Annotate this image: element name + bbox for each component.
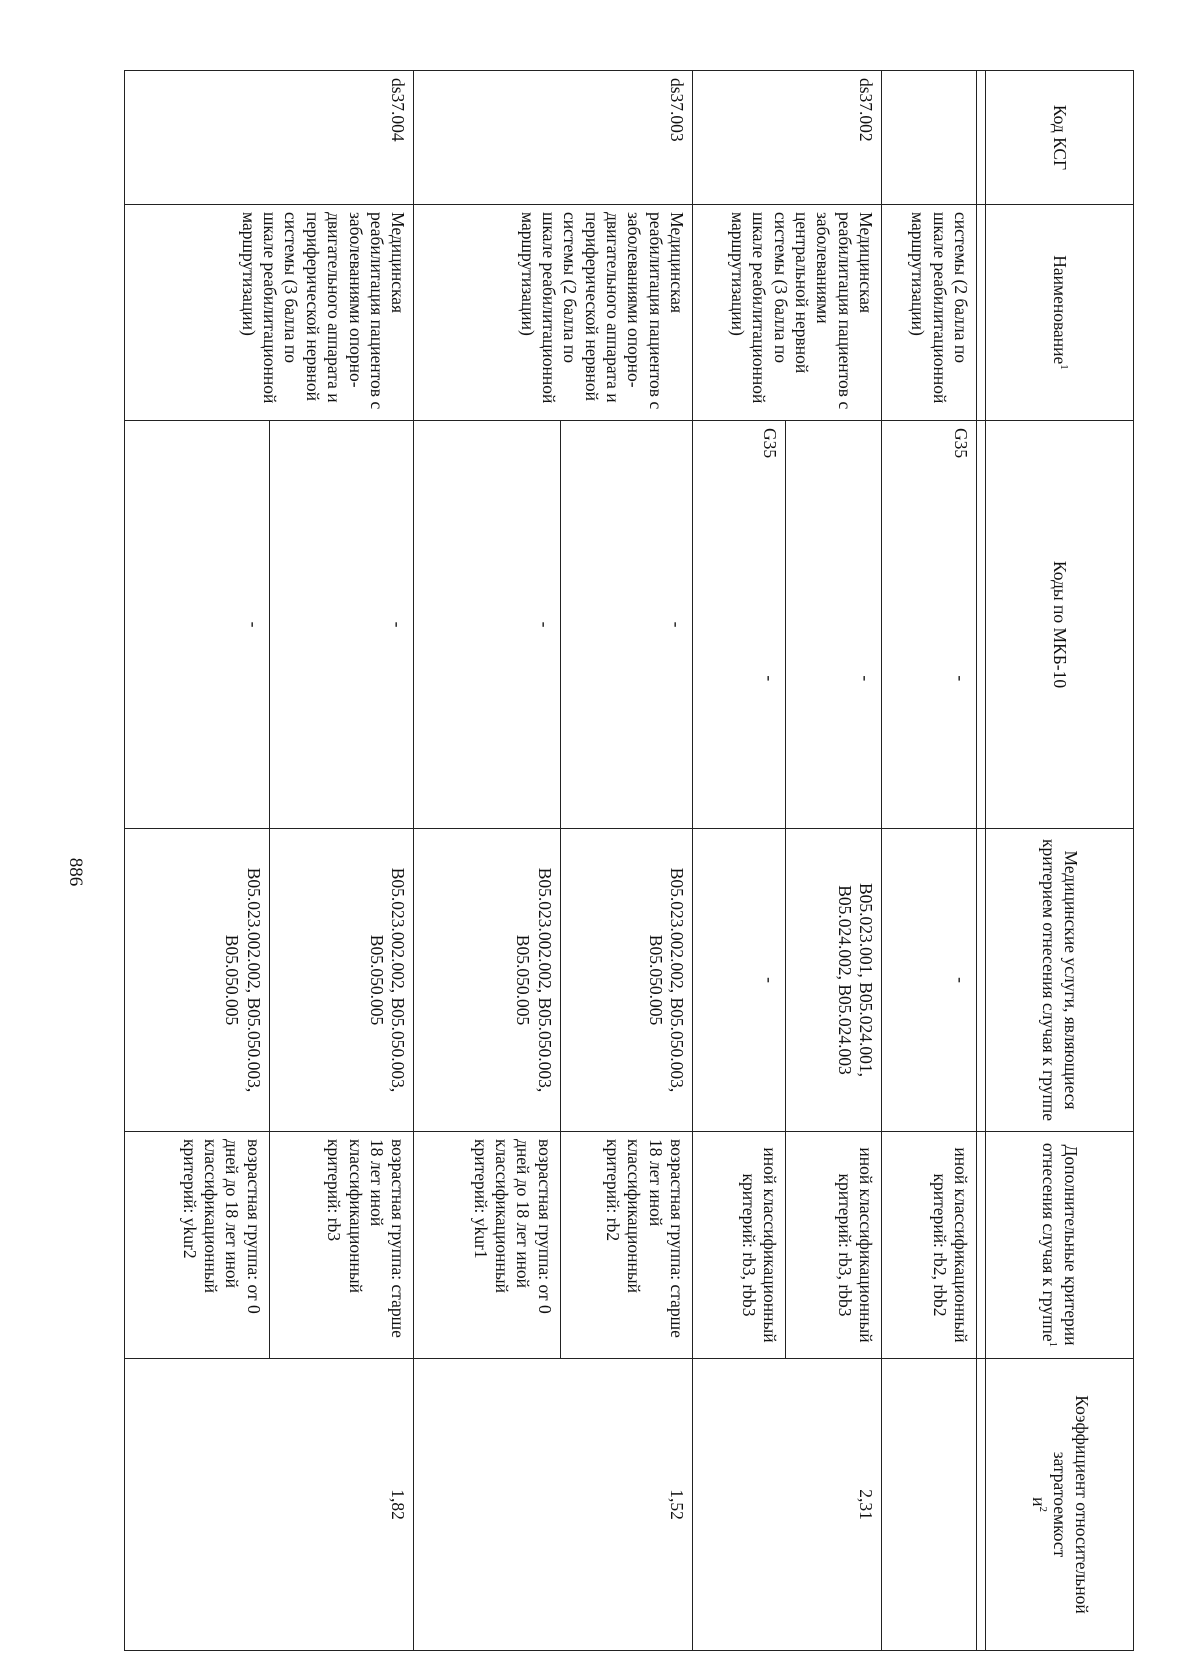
- cell-criteria: возрастная группа: старше 18 лет иной классификационный критерий: rb2: [560, 1132, 692, 1359]
- cell-criteria: возрастная группа: старше 18 лет иной классификационный критерий: rb3: [269, 1132, 414, 1359]
- table-row: [269, 71, 414, 1651]
- cell-icd-dash: -: [693, 529, 786, 829]
- cell-icd: -: [125, 421, 270, 829]
- ksg-table: [124, 70, 1134, 1651]
- header-icd: Коды по МКБ-10: [986, 421, 1134, 829]
- cell-criteria: иной классификационный критерий: rb3, rbb3: [693, 1132, 786, 1359]
- cell-code: ds37.004: [125, 71, 414, 205]
- cell-services: -: [882, 829, 977, 1132]
- cell-code: ds37.002: [693, 71, 882, 205]
- cell-code: ds37.003: [414, 71, 693, 205]
- spacer-cell: [977, 829, 986, 1132]
- table-row: [882, 71, 977, 1651]
- header-criteria: Дополнительные критерии отнесения случая к группе$^1$: [986, 1132, 1134, 1359]
- cell-criteria: иной классификационный критерий: rb3, rbb3: [785, 1132, 881, 1359]
- cell-services: B05.023.002.002, B05.050.003, B05.050.005: [560, 829, 692, 1132]
- cell-icd-dash: -: [785, 529, 881, 829]
- table-row: [560, 71, 692, 1651]
- spacer-cell: [977, 71, 986, 205]
- cell-icd: G35: [882, 421, 977, 529]
- header-name: Наименование$^1$: [986, 205, 1134, 421]
- cell-coef: [882, 1359, 977, 1651]
- cell-coef: 1,52: [414, 1359, 693, 1651]
- cell-services: B05.023.001, B05.024.001, B05.024.002, B05.024.003: [785, 829, 881, 1132]
- cell-criteria: иной классификационный критерий: rb2, rbb2: [882, 1132, 977, 1359]
- cell-services: B05.023.002.002, B05.050.003, B05.050.005: [269, 829, 414, 1132]
- spacer-cell: [977, 421, 986, 829]
- spacer-row: [977, 71, 986, 1651]
- header-coef: Коэффициент относительной затратоемкост $и^2$: [986, 1359, 1134, 1651]
- header-services: Медицинские услуги, являющиеся критерием отнесения случая к группе: [986, 829, 1134, 1132]
- cell-coef: 2,31: [693, 1359, 882, 1651]
- cell-icd: [785, 421, 881, 529]
- header-code: Код КСГ: [986, 71, 1134, 205]
- cell-services: B05.023.002.002, B05.050.003, B05.050.005: [125, 829, 270, 1132]
- cell-coef: 1,82: [125, 1359, 414, 1651]
- cell-criteria: возрастная группа: от 0 дней до 18 лет иной классификационный критерий: ykur2: [125, 1132, 270, 1359]
- header-row: [986, 71, 1134, 1651]
- cell-name: Медицинская реабилитация пациентов с заболеваниями опорно-двигательного аппарата и периферической нервной системы (3 балла по шкале реабилитационной маршрутизации): [125, 205, 414, 421]
- cell-icd: -: [560, 421, 692, 829]
- spacer-cell: [977, 1359, 986, 1651]
- cell-criteria: возрастная группа: от 0 дней до 18 лет иной классификационный критерий: ykur1: [414, 1132, 561, 1359]
- cell-name: системы (2 балла по шкале реабилитационной маршрутизации): [882, 205, 977, 421]
- page-number: 886: [65, 857, 86, 887]
- cell-code: [882, 71, 977, 205]
- cell-icd-dash: -: [882, 529, 977, 829]
- table-row: [785, 71, 881, 1651]
- spacer-cell: [977, 205, 986, 421]
- cell-icd: -: [269, 421, 414, 829]
- cell-name: Медицинская реабилитация пациентов с заболеваниями опорно-двигательного аппарата и периферической нервной системы (2 балла по шкале реабилитационной маршрутизации): [414, 205, 693, 421]
- cell-icd: -: [414, 421, 561, 829]
- rotated-table-wrapper: [124, 70, 1134, 1650]
- spacer-cell: [977, 1132, 986, 1359]
- cell-icd: G35: [693, 421, 786, 529]
- cell-services: B05.023.002.002, B05.050.003, B05.050.005: [414, 829, 561, 1132]
- cell-services: -: [693, 829, 786, 1132]
- cell-name: Медицинская реабилитация пациентов с заболеваниями центральной нервной системы (3 балла по шкале реабилитационной маршрутизации): [693, 205, 882, 421]
